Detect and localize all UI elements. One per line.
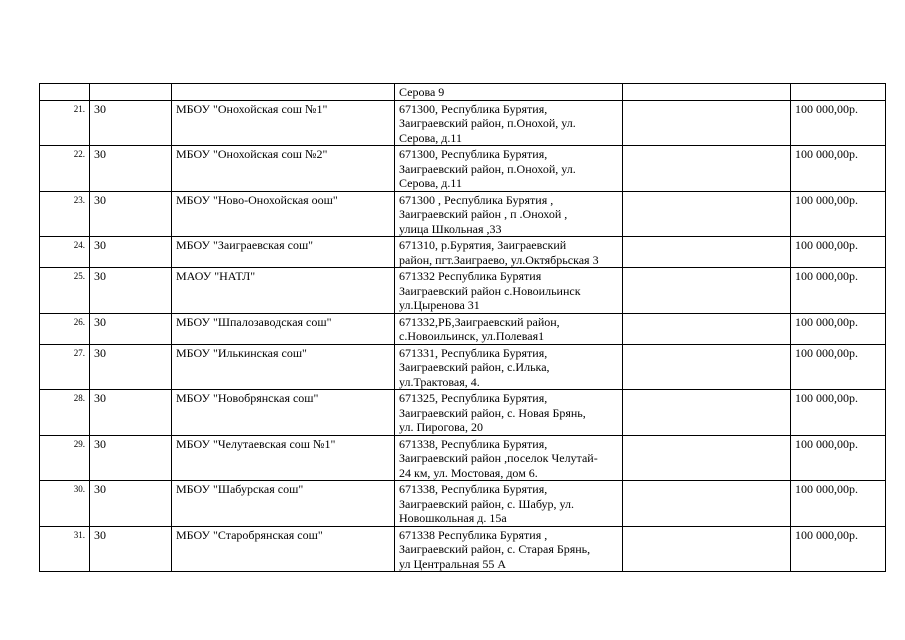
num-cell — [40, 84, 90, 101]
code-cell: 30 — [90, 146, 172, 192]
amount-cell: 100 000,00р. — [791, 191, 886, 237]
num-cell: 23. — [40, 191, 90, 237]
code-cell: 30 — [90, 481, 172, 527]
address-cell: 671325, Республика Бурятия, Заиграевский район, с. Новая Брянь, ул. Пирогова, 20 — [395, 390, 623, 436]
table-row — [40, 435, 886, 481]
table-row — [40, 313, 886, 344]
name-cell: МАОУ "НАТЛ" — [172, 268, 395, 314]
num-cell: 29. — [40, 435, 90, 481]
amount-cell: 100 000,00р. — [791, 268, 886, 314]
name-cell: МБОУ "Заиграевская сош" — [172, 237, 395, 268]
code-cell: 30 — [90, 435, 172, 481]
table-row — [40, 100, 886, 146]
num-cell: 24. — [40, 237, 90, 268]
table-row — [40, 526, 886, 572]
address-cell: 671300 , Республика Бурятия , Заиграевский район , п .Онохой , улица Школьная ,33 — [395, 191, 623, 237]
address-cell: 671332 Республика Бурятия Заиграевский район с.Новоильинск ул.Цыренова 31 — [395, 268, 623, 314]
code-cell: 30 — [90, 100, 172, 146]
table-row — [40, 390, 886, 436]
code-cell — [90, 84, 172, 101]
address-cell: 671338, Республика Бурятия, Заиграевский район ,поселок Челутай- 24 км, ул. Мостовая, дом 6. — [395, 435, 623, 481]
name-cell: МБОУ "Ново-Онохойская оош" — [172, 191, 395, 237]
empty-cell — [623, 84, 791, 101]
code-cell: 30 — [90, 526, 172, 572]
name-cell: МБОУ "Челутаевская сош №1" — [172, 435, 395, 481]
num-cell: 25. — [40, 268, 90, 314]
table-row — [40, 191, 886, 237]
empty-cell — [623, 268, 791, 314]
num-cell: 28. — [40, 390, 90, 436]
name-cell: МБОУ "Старобрянская сош" — [172, 526, 395, 572]
name-cell: МБОУ "Шпалозаводская сош" — [172, 313, 395, 344]
amount-cell: 100 000,00р. — [791, 390, 886, 436]
schools-table — [39, 83, 886, 572]
amount-cell: 100 000,00р. — [791, 313, 886, 344]
name-cell: МБОУ "Новобрянская сош" — [172, 390, 395, 436]
address-cell: 671338 Республика Бурятия , Заиграевский район, с. Старая Брянь, ул Центральная 55 А — [395, 526, 623, 572]
num-cell: 27. — [40, 344, 90, 390]
code-cell: 30 — [90, 237, 172, 268]
code-cell: 30 — [90, 191, 172, 237]
address-cell: 671332,РБ,Заиграевский район, с.Новоильинск, ул.Полевая1 — [395, 313, 623, 344]
amount-cell: 100 000,00р. — [791, 146, 886, 192]
name-cell: МБОУ "Онохойская сош №1" — [172, 100, 395, 146]
address-cell: 671338, Республика Бурятия, Заиграевский район, с. Шабур, ул. Новошкольная д. 15а — [395, 481, 623, 527]
table-row — [40, 344, 886, 390]
amount-cell: 100 000,00р. — [791, 344, 886, 390]
empty-cell — [623, 146, 791, 192]
name-cell — [172, 84, 395, 101]
table-row — [40, 268, 886, 314]
address-cell: 671300, Республика Бурятия, Заиграевский район, п.Онохой, ул. Серова, д.11 — [395, 100, 623, 146]
address-cell: 671300, Республика Бурятия, Заиграевский район, п.Онохой, ул. Серова, д.11 — [395, 146, 623, 192]
empty-cell — [623, 435, 791, 481]
empty-cell — [623, 191, 791, 237]
table-row — [40, 146, 886, 192]
num-cell: 22. — [40, 146, 90, 192]
name-cell: МБОУ "Илькинская сош" — [172, 344, 395, 390]
num-cell: 21. — [40, 100, 90, 146]
empty-cell — [623, 100, 791, 146]
table-row — [40, 237, 886, 268]
continuation-row — [40, 84, 886, 101]
empty-cell — [623, 526, 791, 572]
empty-cell — [623, 237, 791, 268]
empty-cell — [623, 344, 791, 390]
table-row — [40, 481, 886, 527]
amount-cell: 100 000,00р. — [791, 526, 886, 572]
empty-cell — [623, 481, 791, 527]
empty-cell — [623, 313, 791, 344]
empty-cell — [623, 390, 791, 436]
address-cell: 671331, Республика Бурятия, Заиграевский район, с.Илька, ул.Трактовая, 4. — [395, 344, 623, 390]
code-cell: 30 — [90, 390, 172, 436]
code-cell: 30 — [90, 313, 172, 344]
amount-cell — [791, 84, 886, 101]
num-cell: 26. — [40, 313, 90, 344]
name-cell: МБОУ "Онохойская сош №2" — [172, 146, 395, 192]
amount-cell: 100 000,00р. — [791, 100, 886, 146]
num-cell: 31. — [40, 526, 90, 572]
num-cell: 30. — [40, 481, 90, 527]
amount-cell: 100 000,00р. — [791, 435, 886, 481]
code-cell: 30 — [90, 268, 172, 314]
address-cell: Серова 9 — [395, 84, 623, 101]
address-cell: 671310, р.Бурятия, Заиграевский район, пгт.Заиграево, ул.Октябрьская 3 — [395, 237, 623, 268]
table-body — [40, 84, 886, 572]
code-cell: 30 — [90, 344, 172, 390]
name-cell: МБОУ "Шабурская сош" — [172, 481, 395, 527]
amount-cell: 100 000,00р. — [791, 481, 886, 527]
amount-cell: 100 000,00р. — [791, 237, 886, 268]
